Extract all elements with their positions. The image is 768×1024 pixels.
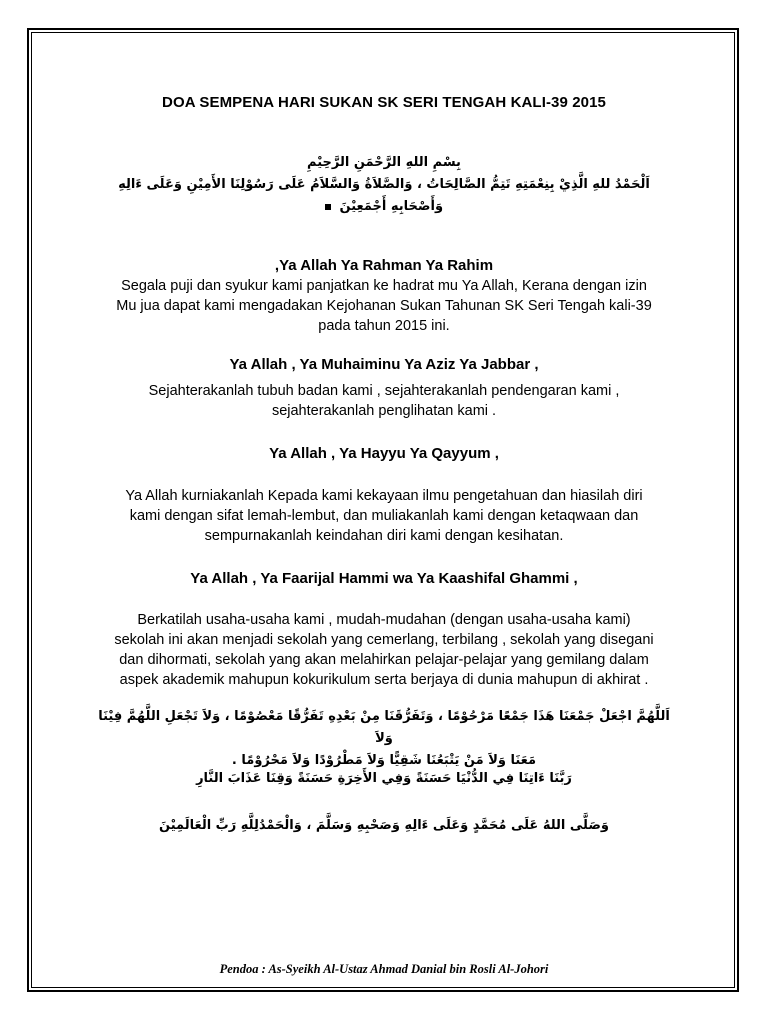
- section-paragraph-4: [95, 610, 673, 690]
- closing-prayer-1-line-1: اَللَّهُمَّ اجْعَلْ جَمْعَنَا هَذَا جَمْعًا مَرْحُوْمًا ، وَتَفَرُّقَنَا مِنْ بَعْدِهِ تَفَرُّقًا مَعْصُوْمًا ، وَلاَ تَجْعَلِ اللَّهُمَّ فِيْنَا وَلاَ: [98, 709, 670, 746]
- end-mark-icon: [325, 204, 331, 210]
- paragraph-line: aspek akademik mahupun kokurikulum serta berjaya di dunia mahupun di akhirat .: [119, 672, 649, 688]
- paragraph-line: Berkatilah usaha-usaha kami , mudah-mudahan (dengan usaha-usaha kami): [137, 612, 631, 628]
- section-heading-4: Ya Allah , Ya Faarijal Hammi wa Ya Kaashifal Ghammi ,: [190, 570, 578, 587]
- paragraph-line: pada tahun 2015 ini.: [318, 318, 450, 334]
- paragraph-line: dan dihormati, sekolah yang akan melahirkan pelajar-pelajar yang gemilang dalam: [119, 652, 649, 668]
- section-paragraph-2: [100, 381, 668, 421]
- section-heading-3: Ya Allah , Ya Hayyu Ya Qayyum ,: [269, 445, 499, 462]
- opening-prayer-line-1: اَلْحَمْدُ للهِ الَّذِيْ بِنِعْمَتِهِ تَتِمُّ الصَّالِحَاتُ ، وَالصَّلاَةُ وَالسَّلاَمُ عَلَى رَسُوْلِنَا الأَمِيْنِ وَعَلَى ءَالِهِ: [118, 177, 650, 192]
- closing-prayer-arabic-2: رَبَّنَا ءَاتِنَا فِي الدُّنْيَا حَسَنَةً وَفِي الأَخِرَةِ حَسَنَةً وَقِنَا عَذَابَ النَّارِ: [196, 771, 572, 786]
- section-paragraph-1: [95, 276, 673, 336]
- closing-prayer-1-line-2: مَعَنَا وَلاَ مَنْ يَتْبَعُنَا شَقِيًّا وَلاَ مَطْرُوْدًا وَلاَ مَحْرُوْمًا .: [231, 753, 537, 768]
- opening-prayer-line-2-text: وَأَصْحَابِهِ أَجْمَعِيْنَ: [339, 199, 444, 214]
- paragraph-line: kami dengan sifat lemah-lembut, dan muliakanlah kami dengan ketaqwaan dan: [129, 508, 639, 524]
- basmalah: بِسْمِ اللهِ الرَّحْمَنِ الرَّحِيْمِ: [307, 155, 461, 170]
- section-heading-2: Ya Allah , Ya Muhaiminu Ya Aziz Ya Jabbar ,: [229, 356, 539, 373]
- paragraph-line: sekolah ini akan menjadi sekolah yang cemerlang, terbilang , sekolah yang disegani: [114, 632, 654, 648]
- closing-prayer-arabic-3: وَصَلَّى اللهُ عَلَى مُحَمَّدٍ وَعَلَى ءَالِهِ وَصَحْبِهِ وَسَلَّمَ ، وَالْحَمْدُلِلَّهِ رَبِّ الْعَالَمِيْنَ: [159, 818, 609, 833]
- closing-prayer-arabic-1: [95, 706, 673, 772]
- document-title: DOA SEMPENA HARI SUKAN SK SERI TENGAH KALI-39 2015: [162, 94, 606, 111]
- paragraph-line: Segala puji dan syukur kami panjatkan ke hadrat mu Ya Allah, Kerana dengan izin: [121, 278, 647, 294]
- paragraph-line: Ya Allah kurniakanlah Kepada kami kekayaan ilmu pengetahuan dan hiasilah diri: [125, 488, 643, 504]
- paragraph-line: sejahterakanlah penglihatan kami .: [271, 403, 497, 419]
- section-paragraph-3: [95, 486, 673, 546]
- opening-prayer-line-2: [95, 196, 673, 218]
- opening-prayer-arabic: [95, 174, 673, 218]
- footer-author: Pendoa : As-Syeikh Al-Ustaz Ahmad Danial bin Rosli Al-Johori: [219, 962, 549, 976]
- paragraph-line: sempurnakanlah keindahan diri kami dengan kesihatan.: [204, 528, 564, 544]
- section-heading-1: ,Ya Allah Ya Rahman Ya Rahim: [274, 257, 494, 274]
- paragraph-line: Sejahterakanlah tubuh badan kami , sejahterakanlah pendengaran kami ,: [148, 383, 620, 399]
- paragraph-line: Mu jua dapat kami mengadakan Kejohanan Sukan Tahunan SK Seri Tengah kali-39: [116, 298, 652, 314]
